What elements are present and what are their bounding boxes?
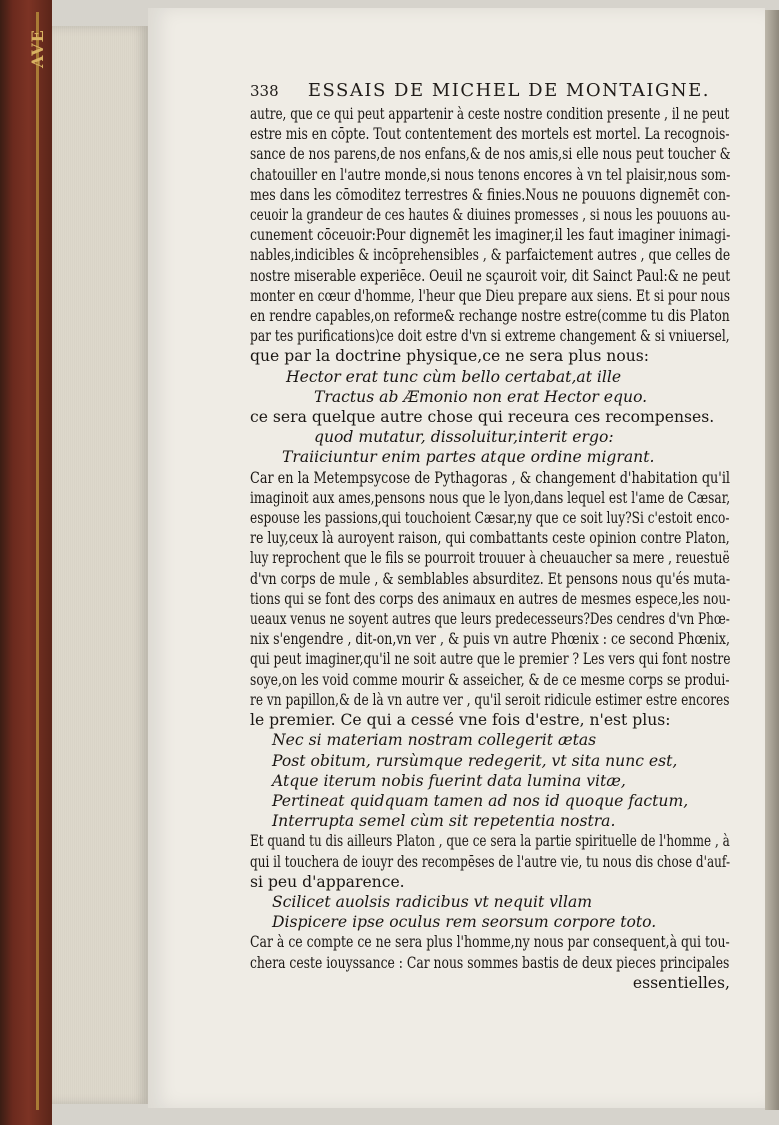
catchword: essentielles,	[632, 973, 730, 992]
text-line: chatouiller en l'autre monde,si nous tenons encores à vn tel plaisir,nous som-	[250, 165, 731, 184]
latin-verse: Interrupta semel cùm sit repetentia nostra.	[272, 812, 616, 831]
text-line: Car à ce compte ce ne sera plus l'homme,ny nous par consequent,à qui tou-	[250, 933, 730, 952]
binding-gilt-line	[36, 12, 39, 1110]
text-line: re vn papillon,& de là vn autre ver , qu'il seroit ridicule estimer estre encores	[250, 690, 730, 709]
text-line: soye,on les void comme mourir & asseicher, & de ce mesme corps se produi-	[250, 670, 730, 689]
text-line: imaginoit aux ames,pensons nous que le lyon,dans lequel est l'ame de Cæsar,	[250, 488, 731, 507]
page-stack-edge	[52, 26, 148, 1104]
text-line: le premier. Ce qui a cessé vne fois d'estre, n'est plus:	[250, 711, 671, 730]
text-line: estre mis en cōpte. Tout contentement des mortels est mortel. La recognois-	[250, 125, 730, 144]
running-header	[250, 80, 710, 106]
latin-verse: Traiiciuntur enim partes atque ordine migrant.	[282, 448, 655, 467]
text-line: autre, que ce qui peut appartenir à ceste nostre condition presente , il ne peut	[250, 105, 730, 123]
text-line: qui peut imaginer,qu'il ne soit autre que le premier ? Les vers qui font nostre	[250, 650, 731, 669]
text-line: qui il touchera de iouyr des recompēses de l'autre vie, tu nous dis chose d'auf-	[250, 852, 731, 871]
text-line: Et quand tu dis ailleurs Platon , que ce sera la partie spirituelle de l'homme , à	[250, 832, 730, 851]
text-line: chera ceste iouyssance : Car nous sommes bastis de deux pieces principales	[250, 953, 730, 972]
text-line: tions qui se font des corps des animaux en autres de mesmes espece,les nou-	[250, 589, 731, 608]
spine-label: AVE	[28, 29, 47, 68]
latin-verse: Dispicere ipse oculus rem seorsum corpore toto.	[272, 913, 657, 932]
text-line: Car en la Metempsycose de Pythagoras , & changement d'habitation qu'il	[250, 468, 731, 487]
text-line: ceuoir la grandeur de ces hautes & diuines promesses , si nous les pouuons au-	[250, 206, 731, 225]
book-binding	[0, 0, 52, 1125]
latin-verse: Pertineat quidquam tamen ad nos id quoque factum,	[272, 791, 689, 810]
text-line: si peu d'apparence.	[250, 872, 405, 891]
text-line: nostre miserable experiēce. Oeuil ne sçauroit voir, dit Sainct Paul:& ne peut	[250, 266, 731, 285]
text-line: cunement cōceuoir:Pour dignemēt les imaginer,il les faut imaginer inimagi-	[250, 226, 731, 245]
latin-verse: quod mutatur, dissoluitur,interit ergo:	[314, 428, 614, 447]
latin-verse: Hector erat tunc cùm bello certabat,at ille	[286, 367, 622, 386]
text-line: ce sera quelque autre chose qui receura ces recompenses.	[250, 408, 715, 427]
latin-verse: Tractus ab Æmonio non erat Hector equo.	[314, 387, 648, 406]
latin-verse: Atque iterum nobis fuerint data lumina vitæ,	[272, 771, 626, 790]
text-line: re luy,ceux là auroyent raison, qui combattants ceste opinion contre Platon,	[250, 529, 730, 548]
text-line: luy reprochent que le fils se pourroit trouuer à cheuaucher sa mere , reuestuë	[250, 549, 730, 568]
text-line: que par la doctrine physique,ce ne sera plus nous:	[250, 347, 650, 366]
text-line: monter en cœur d'homme, l'heur que Dieu prepare aux siens. Et si pour nous	[250, 286, 730, 305]
page-right-edge	[765, 10, 779, 1110]
latin-verse: Scilicet auolsis radicibus vt nequit vllam	[272, 892, 593, 911]
text-line: nables,indicibles & incōprehensibles , & parfaictement autres , que celles de	[250, 246, 731, 265]
page-number: 338	[250, 82, 279, 100]
latin-verse: Post obitum, rursùmque redegerit, vt sita nunc est,	[272, 751, 678, 770]
page-text	[250, 104, 730, 993]
latin-verse: Nec si materiam nostram collegerit ætas	[272, 731, 597, 750]
text-line: d'vn corps de mule , & semblables absurditez. Et pensons nous qu'és muta-	[250, 569, 731, 588]
text-line: en rendre capables,on reforme& rechange nostre estre(comme tu dis Platon	[250, 307, 730, 326]
text-line: espouse les passions,qui touchoient Cæsar,ny que ce soit luy?Si c'estoit enco-	[250, 509, 730, 528]
text-line: ueaux venus ne soyent autres que leurs predecesseurs?Des cendres d'vn Phœ-	[250, 610, 730, 629]
text-line: sance de nos parens,de nos enfans,& de nos amis,si elle nous peut toucher &	[250, 145, 731, 164]
text-line: par tes purifications)ce doit estre d'vn si extreme changement & si vniuersel,	[250, 327, 730, 346]
text-line: nix s'engendre , dit-on,vn ver , & puis vn autre Phœnix : ce second Phœnix,	[250, 630, 730, 649]
running-title: ESSAIS DE MICHEL DE MONTAIGNE.	[307, 80, 710, 101]
text-line: mes dans les cōmoditez terrestres & finies.Nous ne pouuons dignemēt con-	[250, 185, 731, 204]
